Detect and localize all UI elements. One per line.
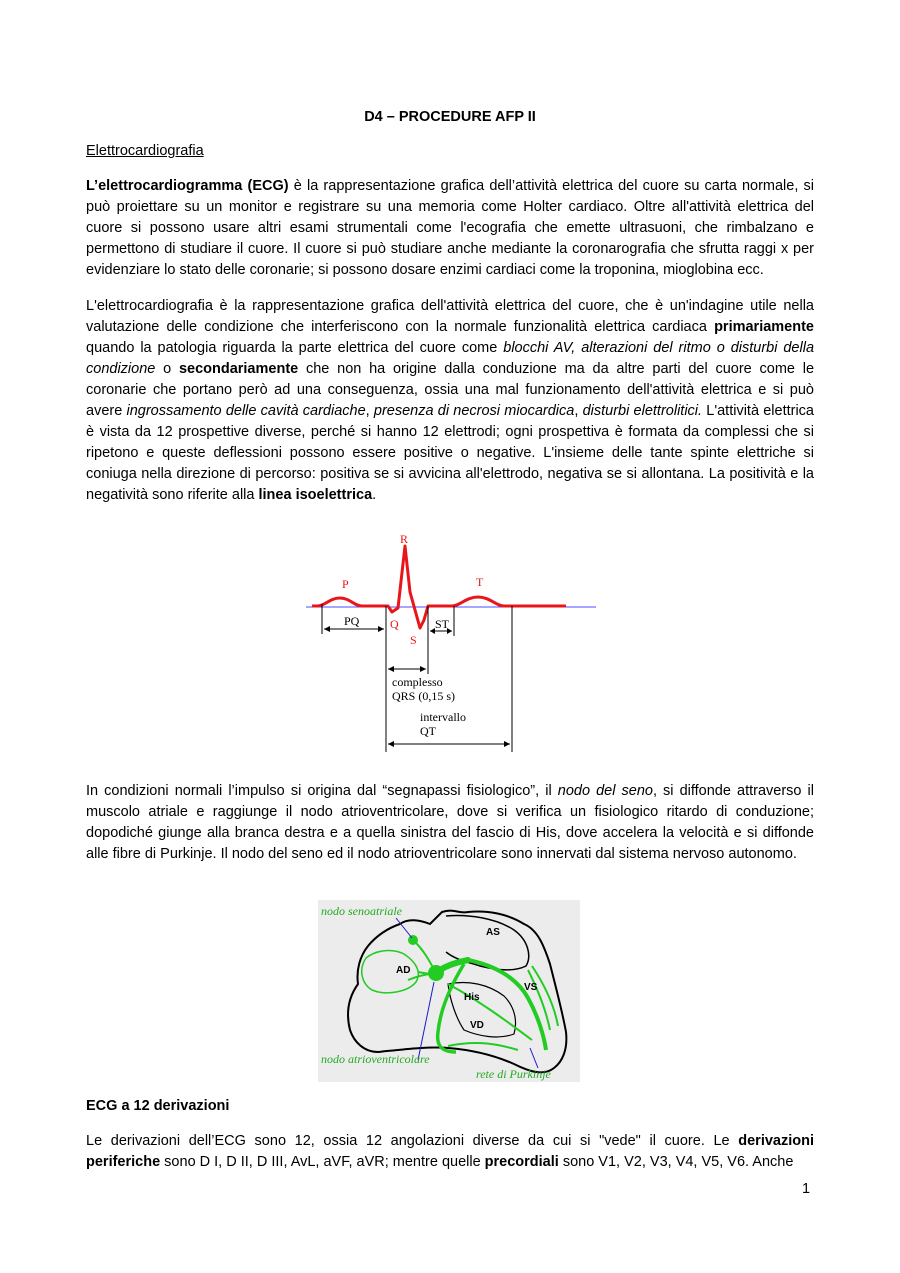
- paragraph-text: sono D I, D II, D III, AvL, aVF, aVR; mentre quelle: [160, 1154, 485, 1170]
- qrs-duration-label: QRS (0,15 s): [392, 689, 456, 703]
- paragraph-text: L'attività elettrica è vista da 12 prospettive diverse, perché si hanno 12 elettrodi; ogni prospettiva è formata da complessi che si ripetono e queste deflessioni possono essere positive o negative. L'insieme delle tante spinte elettriche si coniuga nella direzione di percorso: positiva se si avvicina all'elettrodo, negativa se si allontana. La positività e la negatività sono riferite alla: [86, 403, 814, 503]
- qt-label: QT: [420, 724, 436, 738]
- ecg-waveform-diagram: [306, 532, 598, 754]
- paragraph-text: ,: [365, 403, 374, 419]
- wave-label-r: R: [400, 532, 409, 546]
- bold-term: derivazioni periferiche: [86, 1133, 814, 1170]
- pq-label: PQ: [344, 614, 360, 628]
- paragraph-text: In condizioni normali l’impulso si origina dal “segnapassi fisiologico”, il: [86, 783, 558, 799]
- label-vd: VD: [470, 1020, 484, 1031]
- st-label: ST: [435, 617, 450, 631]
- label-his: His: [464, 992, 480, 1003]
- italic-term: disturbi elettrolitici.: [582, 403, 703, 419]
- paragraph-text: quando la patologia riguarda la parte elettrica del cuore come: [86, 340, 504, 356]
- paragraph-text: sono V1, V2, V3, V4, V5, V6. Anche: [558, 1154, 794, 1170]
- paragraph-conduction: [86, 781, 814, 865]
- label-nodo-senoatriale: nodo senoatriale: [321, 904, 402, 918]
- bold-term: primariamente: [714, 319, 814, 335]
- heart-conduction-diagram: [318, 900, 580, 1082]
- italic-term: ingrossamento delle cavità cardiache: [126, 403, 366, 419]
- italic-term: blocchi AV, alterazioni del ritmo o disturbi della condizione: [86, 340, 815, 377]
- section-heading-ecg-12: ECG a 12 derivazioni: [86, 1098, 230, 1114]
- label-ad: AD: [396, 965, 411, 976]
- paragraph-derivazioni: [86, 1131, 814, 1173]
- italic-term: presenza di necrosi miocardica: [373, 403, 575, 419]
- wave-label-q: Q: [390, 617, 399, 631]
- wave-label-p: P: [342, 577, 349, 591]
- paragraph-ecg-definition: [86, 296, 814, 506]
- paragraph-text: ,: [574, 403, 583, 419]
- label-rete-purkinje: rete di Purkinje: [476, 1067, 551, 1081]
- page-number: 1: [802, 1181, 811, 1197]
- label-nodo-atrioventricolare: nodo atrioventricolare: [321, 1052, 430, 1066]
- italic-term: nodo del seno: [557, 783, 653, 799]
- label-as: AS: [486, 927, 500, 938]
- paragraph-text: , si diffonde attraverso il muscolo atriale e raggiunge il nodo atrioventricolare, dove si verifica un fisiologico ritardo di conduzione; dopodiché giunge alla branca destra e a quella sinistra del fascio di His, dove accelera la velocità e si diffonde alle fibre di Purkinje. Il nodo del seno ed il nodo atrioventricolare sono innervati dal sistema nervoso autonomo.: [86, 783, 814, 862]
- section-heading-elettrocardiografia: Elettrocardiografia: [86, 143, 204, 159]
- complesso-label: complesso: [392, 675, 443, 689]
- intervallo-label: intervallo: [420, 710, 466, 724]
- paragraph-text: Le derivazioni dell’ECG sono 12, ossia 12 angolazioni diverse da cui si "vede" il cuore. Le: [86, 1133, 739, 1149]
- label-vs: VS: [524, 982, 538, 993]
- paragraph-text: o: [155, 361, 179, 377]
- bold-term: secondariamente: [178, 361, 299, 377]
- page-title: D4 – PROCEDURE AFP II: [364, 109, 536, 125]
- paragraph-text: L'elettrocardiografia è la rappresentazione grafica dell'attività elettrica del cuore, che è un'indagine utile nella valutazione delle condizione che interferiscono con la normale funzionalità elettrica cardiaca: [86, 298, 814, 335]
- paragraph-text: che non ha origine dalla conduzione ma da altre parti del cuore come le coronarie che portano però ad una conseguenza, ossia una mal funzionamento dell'attività elettrica e si può avere: [86, 361, 815, 419]
- wave-label-t: T: [476, 575, 484, 589]
- wave-label-s: S: [410, 633, 417, 647]
- paragraph-text: è la rappresentazione grafica dell’attività elettrica del cuore su carta normale, si può proiettare su un monitor e registrare su una memoria come Holter cardiaco. Oltre all'attività elettrica del cuore si possono usare altri esami strumentali come l'ecografia che emette ultrasuoni, che rimbalzano e permettono di studiare il cuore. Il cuore si può studiare anche mediante la coronarografia che sfrutta raggi x per evidenziare lo stato delle coronarie; si possono dosare enzimi cardiaci come la troponina, mioglobina ecc.: [86, 178, 814, 278]
- bold-term: precordiali: [484, 1154, 559, 1170]
- paragraph-ecg-intro: [86, 176, 814, 281]
- paragraph-text: .: [372, 487, 377, 503]
- bold-term: L’elettrocardiogramma (ECG): [86, 178, 289, 194]
- bold-term: linea isoelettrica: [258, 487, 373, 503]
